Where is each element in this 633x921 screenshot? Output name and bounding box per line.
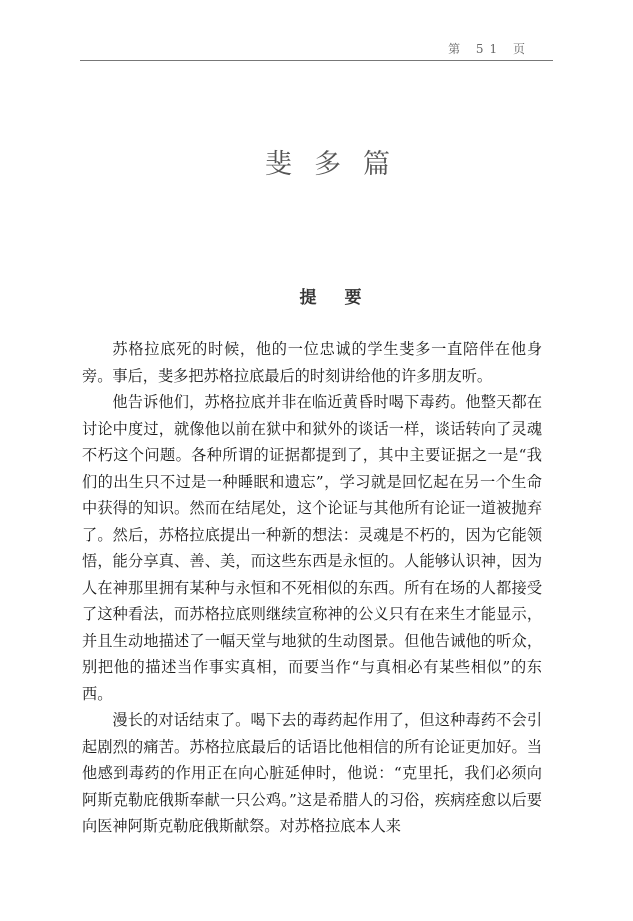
- page-number: 第 51 页: [448, 42, 531, 56]
- header-rule: [80, 60, 553, 61]
- section-title: 提要: [299, 288, 390, 308]
- paragraph: 苏格拉底死的时候，他的一位忠诚的学生斐多一直陪伴在他身旁。事后，斐多把苏格拉底最后的时刻讲给他的许多朋友听。: [82, 340, 542, 385]
- paragraph: 漫长的对话结束了。喝下去的毒药起作用了，但这种毒药不会引起剧烈的痛苦。苏格拉底最后的话语比他相信的所有论证更加好。当他感到毒药的作用正在向心脏延伸时，他说：“克里托，我们必须向阿斯克勒庇俄斯奉献一只公鸡。”这是希腊人的习俗，疾病痊愈以后要向医神阿斯克勒庇俄斯献祭。对苏格拉底本人来: [82, 711, 542, 835]
- page-header: [80, 40, 553, 60]
- body-text: [82, 336, 542, 840]
- paragraph: 他告诉他们，苏格拉底并非在临近黄昏时喝下毒药。他整天都在讨论中度过，就像他以前在狱中和狱外的谈话一样，谈话转向了灵魂不朽这个问题。各种所谓的证据都提到了，其中主要证据之一是“我们的出生只不过是一种睡眠和遗忘”，学习就是回忆起在另一个生命中获得的知识。然而在结尾处，这个论证与其他所有论证一道被抛弃了。然后，苏格拉底提出一种新的想法：灵魂是不朽的，因为它能领悟，能分享真、善、美，而这些东西是永恒的。人能够认识神，因为人在神那里拥有某种与永恒和不死相似的东西。所有在场的人都接受了这种看法，而苏格拉底则继续宣称神的公义只有在来生才能显示，并且生动地描述了一幅天堂与地狱的生动图景。但他告诫他的听众，别把他的描述当作事实真相，而要当作“与真相必有某些相似”的东西。: [82, 393, 542, 703]
- chapter-title: 斐多篇: [265, 149, 412, 180]
